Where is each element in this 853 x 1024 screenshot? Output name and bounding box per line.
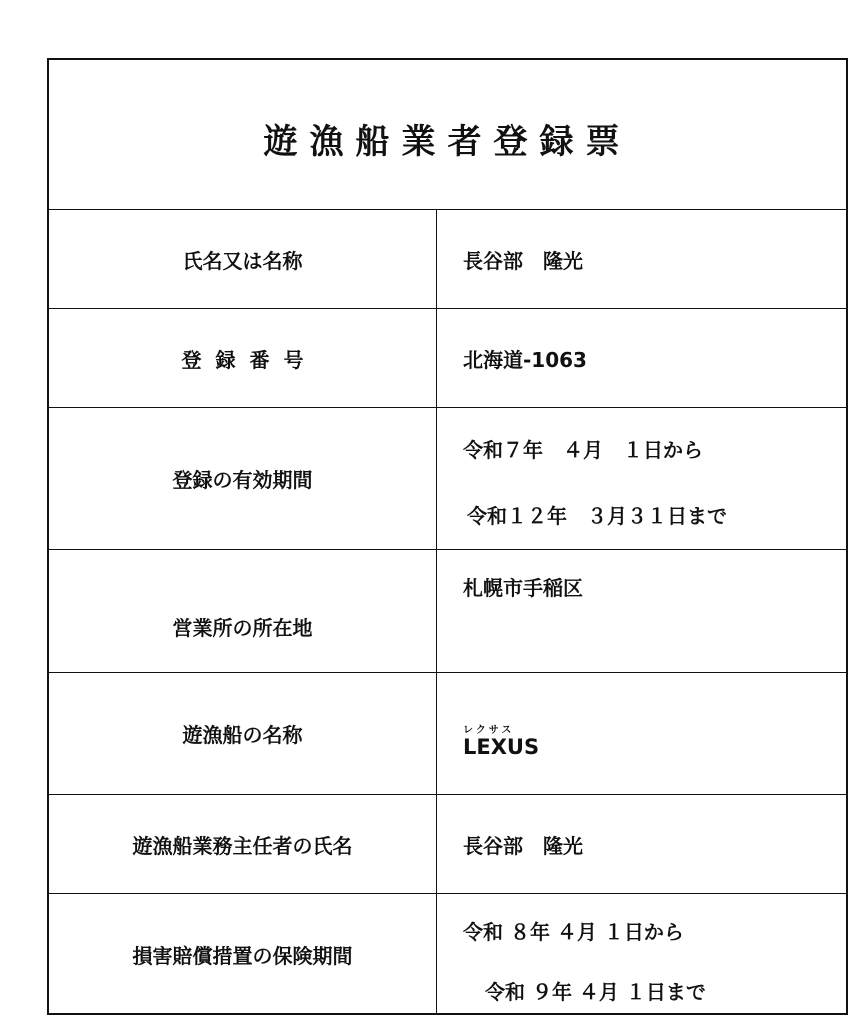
- value-office-location: [437, 550, 846, 672]
- registration-form: [47, 58, 848, 1015]
- label-registration-number: 登録番号: [49, 309, 437, 407]
- boat-name-ruby: レクサス: [463, 725, 515, 736]
- insurance-end: 令和 ９年 ４月 １日まで: [485, 980, 706, 1004]
- label-insurance-period: 損害賠償措置の保険期間: [49, 894, 437, 1015]
- office-address: 札幌市手稲区: [463, 576, 583, 600]
- label-chief-manager: 遊漁船業務主任者の氏名: [49, 795, 437, 893]
- validity-end: 令和１２年 ３月３１日まで: [467, 504, 727, 528]
- row-chief-manager: [49, 795, 846, 894]
- validity-start: 令和７年 ４月 １日から: [463, 438, 703, 462]
- row-registration-number: [49, 309, 846, 408]
- row-validity-period: [49, 408, 846, 550]
- row-name: [49, 210, 846, 309]
- row-office-location: [49, 550, 846, 673]
- value-validity-period: [437, 408, 846, 549]
- value-name: 長谷部 隆光: [463, 248, 583, 273]
- boat-name-text: LEXUS: [463, 735, 540, 759]
- title-row: [49, 60, 846, 210]
- document-title: 遊漁船業者登録票: [263, 122, 632, 162]
- label-name: 氏名又は名称: [49, 210, 437, 308]
- insurance-start: 令和 ８年 ４月 １日から: [463, 920, 684, 944]
- value-registration-number: 北海道-1063: [463, 347, 587, 372]
- value-insurance-period: [437, 894, 846, 1015]
- label-boat-name: 遊漁船の名称: [49, 673, 437, 794]
- row-insurance-period: [49, 894, 846, 1015]
- value-boat-name: [437, 673, 846, 794]
- row-boat-name: [49, 673, 846, 795]
- label-office-location: 営業所の所在地: [49, 550, 437, 672]
- value-chief-manager: 長谷部 隆光: [463, 833, 583, 858]
- label-validity-period: 登録の有効期間: [49, 408, 437, 549]
